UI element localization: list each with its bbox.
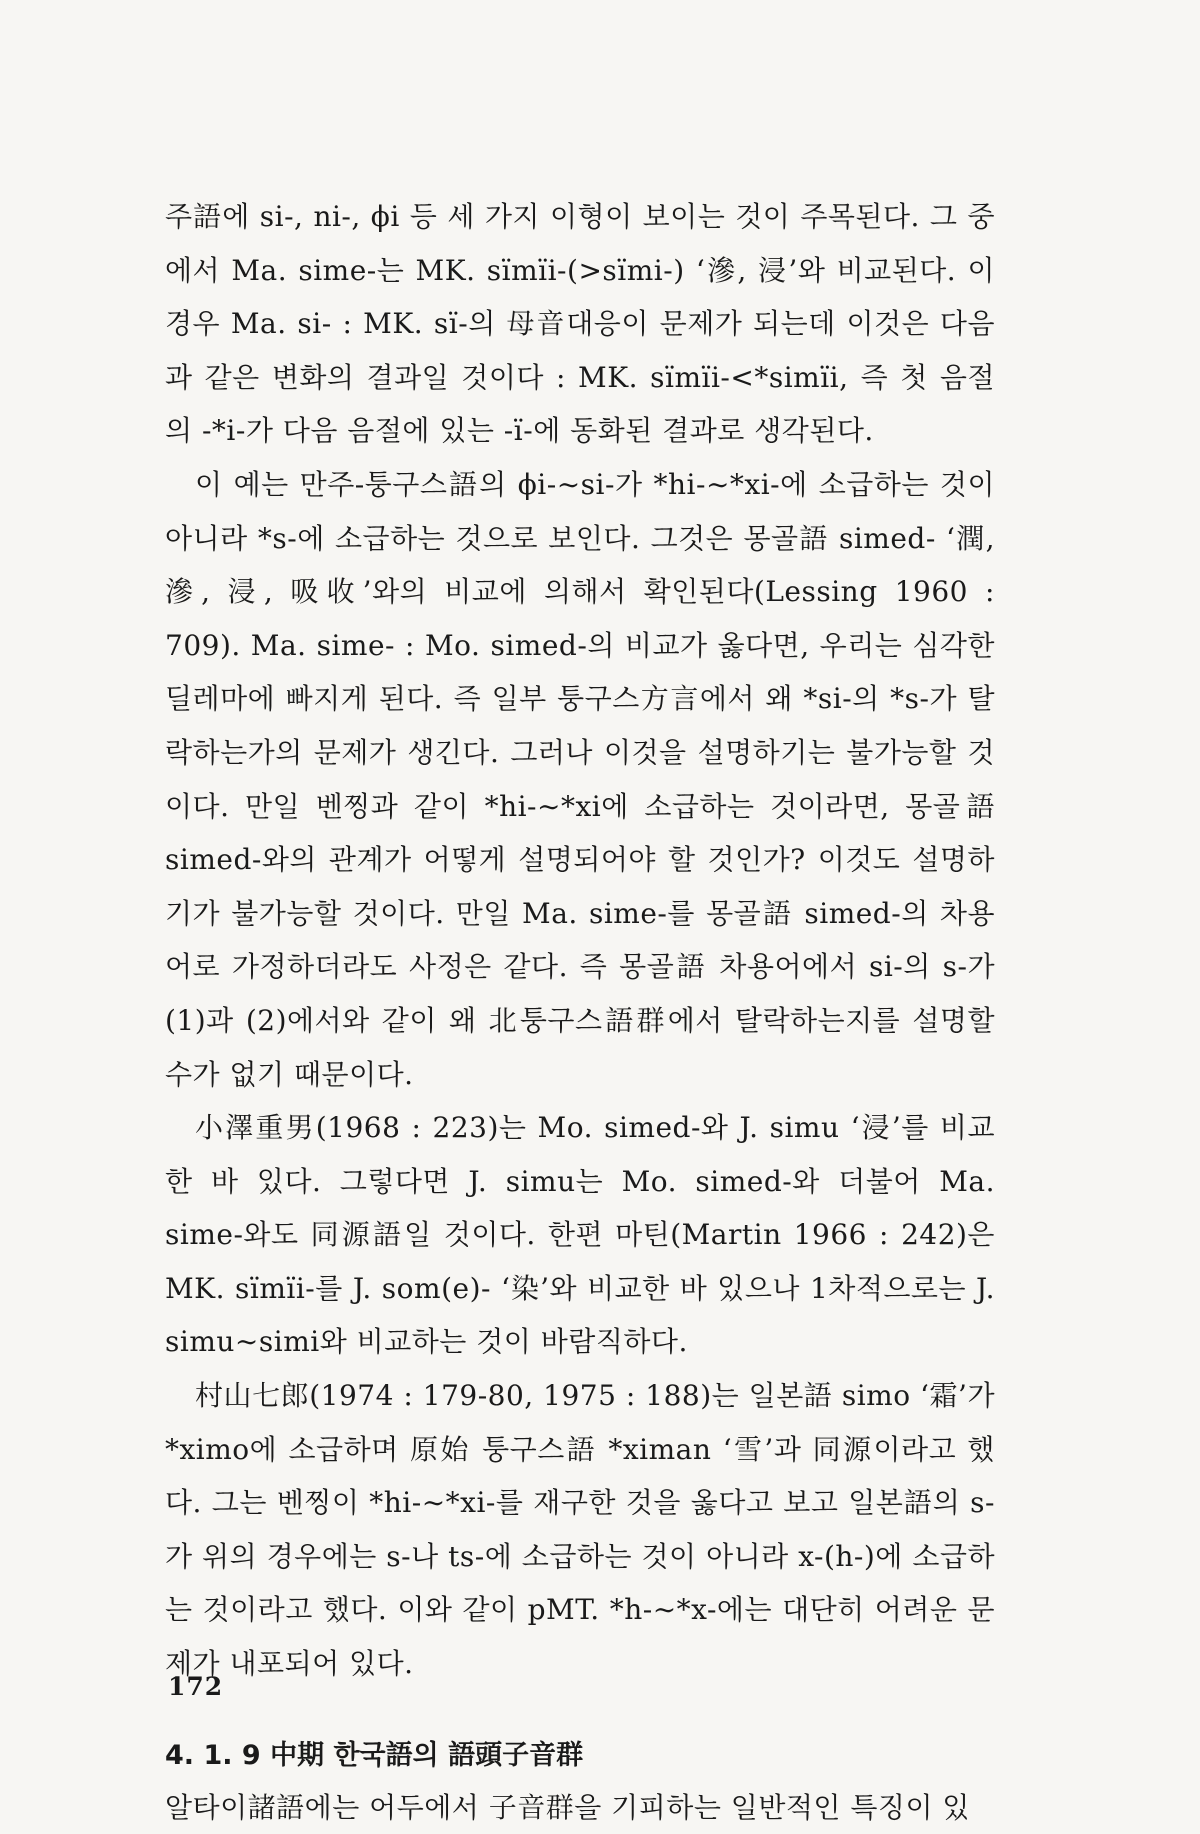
section-first-line: 알타이諸語에는 어두에서 子音群을 기피하는 일반적인 특징이 있 <box>165 1790 970 1824</box>
paragraph-4: 村山七郎(1974 : 179-80, 1975 : 188)는 일본語 simo ‘霜’가 *ximo에 소급하며 原始 퉁구스語 *ximan ‘雪’과 同源이라고 했다. 그는 벤찡이 *hi-∼*xi-를 재구한 것을 옳다고 보고 일본語의 s-가 위의 경우에는 s-나 ts-에 소급하는 것이 아니라 x-(h-)에 소급하는 것이라고 했다. 이와 같이 pMT. *h-∼*x-에는 대단히 어려운 문제가 내포되어 있다. <box>165 1379 995 1681</box>
paragraph-3: 小澤重男(1968 : 223)는 Mo. simed-와 J. simu ‘浸’를 비교한 바 있다. 그렇다면 J. simu는 Mo. simed-와 더불어 Ma. sime-와도 同源語일 것이다. 한편 마틴(Martin 1966 : 242)은 MK. sïmïi-를 J. som(e)- ‘染’와 비교한 바 있으나 1차적으로는 J. simu∼simi와 비교하는 것이 바람직하다. <box>165 1111 995 1359</box>
page-body <box>165 190 995 1834</box>
page-number: 172 <box>168 1672 224 1701</box>
paragraph-2: 이 예는 만주-퉁구스語의 ϕi-∼si-가 *hi-∼*xi-에 소급하는 것이 아니라 *s-에 소급하는 것으로 보인다. 그것은 몽골語 simed- ‘潤, 滲, 浸, 吸收’와의 비교에 의해서 확인된다(Lessing 1960 : 709). Ma. sime- : Mo. simed-의 비교가 옳다면, 우리는 심각한 딜레마에 빠지게 된다. 즉 일부 퉁구스方言에서 왜 *si-의 *s-가 탈락하는가의 문제가 생긴다. 그러나 이것을 설명하기는 불가능할 것이다. 만일 벤찡과 같이 *hi-∼*xi에 소급하는 것이라면, 몽골語 simed-와의 관계가 어떻게 설명되어야 할 것인가? 이것도 설명하기가 불가능할 것이다. 만일 Ma. sime-를 몽골語 simed-의 차용어로 가정하더라도 사정은 같다. 즉 몽골語 차용어에서 si-의 s-가 (1)과 (2)에서와 같이 왜 北퉁구스語群에서 탈락하는지를 설명할 수가 없기 때문이다. <box>165 467 995 1091</box>
paragraph-1: 주語에 si-, ni-, ϕi 등 세 가지 이형이 보이는 것이 주목된다. 그 중에서 Ma. sime-는 MK. sïmïi-(>sïmi-) ‘滲, 浸’와 비교된다. 이 경우 Ma. si- : MK. sï-의 母音대응이 문제가 되는데 이것은 다음과 같은 변화의 결과일 것이다 : MK. sïmïi-<*simïi, 즉 첫 음절의 -*i-가 다음 음절에 있는 -ï-에 동화된 결과로 생각된다. <box>165 200 995 448</box>
section-heading: 4. 1. 9 中期 한국語의 語頭子音群 <box>165 1739 584 1771</box>
